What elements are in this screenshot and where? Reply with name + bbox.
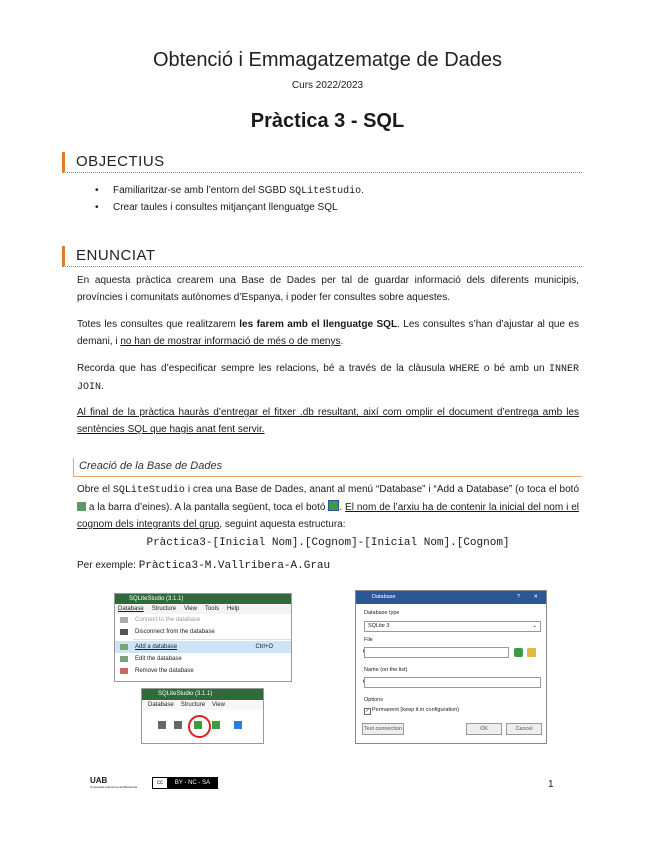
page-number: 1 [548, 779, 554, 790]
menu-item-edit-database[interactable] [115, 653, 291, 665]
menu-tools[interactable]: Tools [204, 606, 219, 612]
statement-heading [62, 246, 582, 267]
menu-item-remove-database[interactable] [115, 665, 291, 677]
dialog-titlebar [356, 591, 546, 604]
list-item [95, 183, 364, 200]
creation-paragraph [77, 481, 579, 533]
options-label: Options [364, 697, 383, 703]
document-title: Obtenció i Emmagatzematge de Dades [152, 49, 503, 71]
text-run-bold: les farem amb el llenguatge SQL [239, 319, 398, 330]
name-input[interactable] [364, 677, 541, 688]
menu-item-label: Edit the database [135, 656, 182, 662]
file-path-input[interactable] [364, 647, 509, 658]
statement-paragraph-1: En aquesta pràctica crearem una Base de Dades per tal de guardar informació dels diferents municipis, províncies i comunitats autònomes d’Espanya, i poder fer consultes sobre aquestes. [77, 275, 579, 303]
ok-button[interactable]: OK [466, 723, 502, 735]
connect-icon[interactable] [158, 721, 166, 729]
filename-example [77, 560, 330, 572]
logo-text: UAB [90, 776, 108, 785]
add-database-icon [77, 502, 86, 511]
menu-item-label: Connect to the database [135, 617, 201, 623]
text-run: . [340, 336, 344, 347]
menu-view[interactable]: View [212, 702, 225, 708]
objectives-list [95, 183, 364, 216]
menu-view[interactable]: View [184, 606, 197, 612]
menu-item-add-database[interactable] [115, 641, 291, 653]
creative-commons-badge [152, 777, 218, 789]
window-titlebar: SQLiteStudio (3.1.1) [115, 594, 291, 604]
text-run-underlined: no han de mostrar informació de més o de menys [120, 336, 341, 347]
filename-structure: Pràctica3-[Inicial Nom].[Cognom]-[Inicial Nom].[Cognom] [146, 537, 510, 549]
new-file-icon[interactable] [514, 648, 523, 657]
remove-database-icon [120, 668, 128, 674]
cancel-button[interactable]: Cancel [506, 723, 542, 735]
database-type-select[interactable] [364, 621, 541, 632]
menu-database[interactable]: Database [148, 702, 174, 708]
text-run: Recorda que has d’especificar sempre les relacions, bé a través de la clàusula [77, 363, 450, 374]
text-run: a la barra d’eines). A la pantalla següent, toca el botó [86, 502, 329, 513]
text-run: i crea una Base de Dades, anant al menú “Database” i “Add a Database” (o toca el botó [184, 484, 580, 495]
example-label: Per exemple: [77, 560, 139, 571]
list-item [95, 200, 364, 216]
connect-icon [120, 617, 128, 623]
edit-database-icon [120, 656, 128, 662]
objectives-heading-text: OBJECTIUS [76, 153, 165, 170]
permanent-label: Permanent (keep it in configuration) [372, 707, 460, 713]
statement-paragraph-4: Al final de la pràctica hauràs d’entregar el fitxer .db resultant, així com omplir el document d’entrega amb les sentències SQL que hagis anat fent servir. [77, 407, 579, 435]
menu-separator [133, 639, 291, 640]
menu-item-label: Disconnect from the database [135, 629, 215, 635]
practice-title: Pràctica 3 - SQL [250, 110, 405, 132]
text-run: Obre el [77, 484, 113, 495]
course-year: Curs 2022/2023 [291, 80, 364, 91]
new-file-icon [328, 500, 339, 511]
creation-subheading-text: Creació de la Base de Dades [79, 460, 223, 472]
text-run-underlined: El nom de l’arxiu ha de contenir la inicial del nom i el cognom dels integrants del grup [77, 502, 580, 530]
creation-subheading [73, 458, 582, 477]
menu-item-label: Add a database [135, 644, 178, 650]
menu-item-shortcut: Ctrl+O [255, 644, 273, 650]
objective-code: SQLiteStudio [289, 186, 362, 197]
uab-logo [90, 776, 137, 789]
help-button[interactable]: ? [516, 594, 520, 600]
edit-database-icon[interactable] [212, 721, 220, 729]
text-run: , seguint aquesta estructura: [219, 519, 346, 530]
menu-database[interactable]: Database [118, 606, 144, 612]
open-folder-icon[interactable] [527, 648, 536, 657]
chevron-down-icon: ⌄ [532, 623, 537, 629]
refresh-icon[interactable] [234, 721, 242, 729]
screenshot-database-menu [114, 593, 292, 682]
code-run: INNER JOIN [77, 364, 580, 393]
cc-icon: cc [153, 778, 168, 788]
disconnect-icon [120, 629, 128, 635]
heading-accent-bar [62, 246, 65, 266]
example-value: Pràctica3-M.Vallribera-A.Grau [138, 560, 331, 572]
test-connection-button[interactable]: Test connection [362, 723, 404, 735]
database-type-value: SQLite 3 [368, 623, 390, 629]
menu-item-label: Remove the database [135, 668, 194, 674]
text-run: . Les consultes s’han d’ajustar al que es demani, i [77, 319, 579, 347]
statement-paragraph-3 [77, 360, 579, 396]
objective-after: . [361, 185, 364, 196]
close-button[interactable]: ✕ [533, 594, 538, 600]
screenshot-database-dialog [355, 590, 547, 744]
menubar [142, 700, 263, 710]
code-run: SQLiteStudio [112, 485, 185, 496]
objective-text: Familiaritzar-se amb l’entorn del SGBD [113, 185, 290, 196]
text-run: . [101, 381, 104, 392]
statement-heading-text: ENUNCIAT [76, 247, 156, 264]
cc-license-text: BY - NC - SA [168, 778, 217, 788]
window-titlebar: SQLiteStudio (3.1.1) [142, 689, 263, 700]
logo-subtext: Universitat Autònoma de Barcelona [90, 785, 138, 789]
permanent-checkbox[interactable]: ✓ [365, 708, 370, 714]
text-run: Totes les consultes que realitzarem [77, 319, 240, 330]
name-label: Name (on the list) [364, 667, 408, 673]
text-run: . [339, 502, 346, 513]
disconnect-icon[interactable] [174, 721, 182, 729]
text-run: o bé amb un [479, 363, 549, 374]
menu-help[interactable]: Help [226, 606, 240, 612]
statement-paragraph-2 [77, 316, 579, 350]
highlight-circle [188, 715, 211, 738]
code-run: WHERE [449, 364, 480, 375]
menubar [115, 604, 291, 614]
toolbar [142, 710, 263, 740]
objectives-heading [62, 152, 582, 173]
file-label: File [364, 637, 373, 643]
heading-accent-bar [62, 152, 65, 172]
add-database-icon [120, 644, 128, 650]
objective-text: Crear taules i consultes mitjançant llenguatge SQL [113, 202, 338, 213]
database-type-label: Database type [364, 610, 400, 616]
menu-structure[interactable]: Structure [180, 702, 206, 708]
menu-item-disconnect[interactable] [115, 626, 291, 638]
screenshot-toolbar [141, 688, 264, 744]
dialog-title: Database [372, 594, 396, 600]
menu-item-connect[interactable] [115, 614, 291, 626]
menu-structure[interactable]: Structure [151, 606, 177, 612]
